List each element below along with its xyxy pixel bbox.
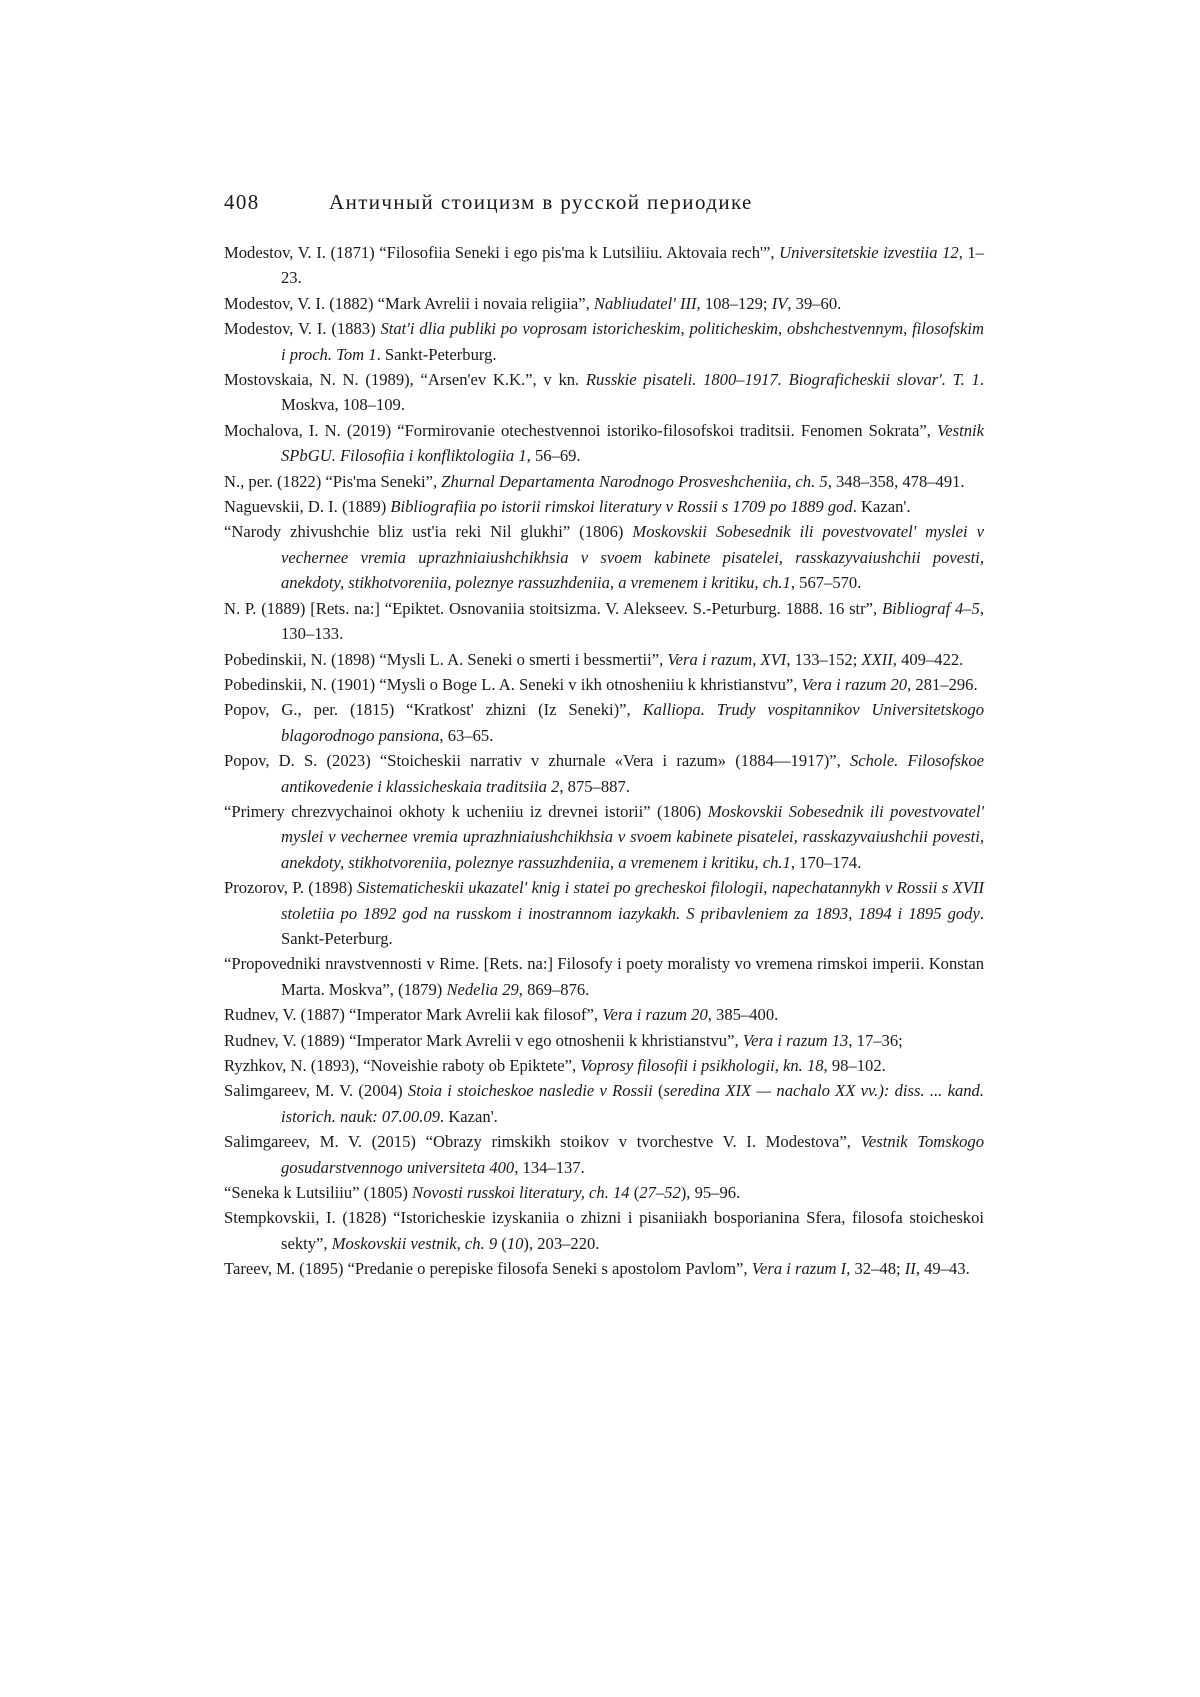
bibliography-entry: Mostovskaia, N. N. (1989), “Arsen'ev K.K.”, v kn. Russkie pisateli. 1800–1917. Biograficheskii slovar'. T. 1. Moskva, 108–109. <box>224 367 984 418</box>
bibliography-entry: Pobedinskii, N. (1898) “Mysli L. A. Seneki o smerti i bessmertii”, Vera i razum, XVI, 133–152; XXII, 409–422. <box>224 647 984 672</box>
bibliography-entry: Tareev, M. (1895) “Predanie o perepiske filosofa Seneki s apostolom Pavlom”, Vera i razum I, 32–48; II, 49–43. <box>224 1256 984 1281</box>
bibliography-entry: Prozorov, P. (1898) Sistematicheskii ukazatel' knig i statei po grecheskoi filologii, napechatannykh v Rossii s XVII stoletiia po 1892 god na russkom i inostrannom iazykakh. S pribavleniem za 1893, 1894 i 1895 gody. Sankt-Peterburg. <box>224 875 984 951</box>
bibliography-entry: Naguevskii, D. I. (1889) Bibliografiia po istorii rimskoi literatury v Rossii s 1709 po 1889 god. Kazan'. <box>224 494 984 519</box>
bibliography-entry: N., per. (1822) “Pis'ma Seneki”, Zhurnal Departamenta Narodnogo Prosveshcheniia, ch. 5, 348–358, 478–491. <box>224 469 984 494</box>
bibliography-entry: Modestov, V. I. (1871) “Filosofiia Seneki i ego pis'ma k Lutsiliiu. Aktovaia rech'”, Universitetskie izvestiia 12, 1–23. <box>224 240 984 291</box>
running-title: Античный стоицизм в русской периодике <box>329 190 753 215</box>
bibliography-entry: Rudnev, V. (1889) “Imperator Mark Avrelii v ego otnoshenii k khristianstvu”, Vera i razum 13, 17–36; <box>224 1028 984 1053</box>
bibliography-entry: Stempkovskii, I. (1828) “Istoricheskie izyskaniia o zhizni i pisaniiakh bosporianina Sfera, filosofa stoicheskoi sekty”, Moskovskii vestnik, ch. 9 (10), 203–220. <box>224 1205 984 1256</box>
bibliography-entry: “Narody zhivushchie bliz ust'ia reki Nil glukhi” (1806) Moskovskii Sobesednik ili povestvovatel' myslei v vechernee vremia uprazhniaiushchikhsia v svoem kabinete pisatelei, rasskazyvaiushchii povesti, anekdoty, stikhotvoreniia, poleznye rassuzhdeniia, a vremenem i kritiku, ch.1, 567–570. <box>224 519 984 595</box>
bibliography-entry: Popov, D. S. (2023) “Stoicheskii narrativ v zhurnale «Vera i razum» (1884—1917)”, Schole. Filosofskoe antikovedenie i klassicheskaia traditsiia 2, 875–887. <box>224 748 984 799</box>
bibliography-entry: Ryzhkov, N. (1893), “Noveishie raboty ob Epiktete”, Voprosy filosofii i psikhologii, kn. 18, 98–102. <box>224 1053 984 1078</box>
bibliography-entry: Mochalova, I. N. (2019) “Formirovanie otechestvennoi istoriko-filosofskoi traditsii. Fenomen Sokrata”, Vestnik SPbGU. Filosofiia i konfliktologiia 1, 56–69. <box>224 418 984 469</box>
bibliography-entry: Modestov, V. I. (1883) Stat'i dlia publiki po voprosam istoricheskim, politicheskim, obshchestvennym, filosofskim i proch. Tom 1. Sankt-Peterburg. <box>224 316 984 367</box>
bibliography-entry: Modestov, V. I. (1882) “Mark Avrelii i novaia religiia”, Nabliudatel' III, 108–129; IV, 39–60. <box>224 291 984 316</box>
bibliography-entry: Salimgareev, M. V. (2004) Stoia i stoicheskoe nasledie v Rossii (seredina XIX — nachalo XX vv.): diss. ... kand. istorich. nauk: 07.00.09. Kazan'. <box>224 1078 984 1129</box>
bibliography-entry: N. P. (1889) [Rets. na:] “Epiktet. Osnovaniia stoitsizma. V. Alekseev. S.-Peturburg. 1888. 16 str”, Bibliograf 4–5, 130–133. <box>224 596 984 647</box>
bibliography-entry: Rudnev, V. (1887) “Imperator Mark Avrelii kak filosof”, Vera i razum 20, 385–400. <box>224 1002 984 1027</box>
bibliography <box>224 240 984 1282</box>
bibliography-entry: “Propovedniki nravstvennosti v Rime. [Rets. na:] Filosofy i poety moralisty vo vremena rimskoi imperii. Konstan Marta. Moskva”, (1879) Nedelia 29, 869–876. <box>224 951 984 1002</box>
bibliography-entry: Salimgareev, M. V. (2015) “Obrazy rimskikh stoikov v tvorchestve V. I. Modestova”, Vestnik Tomskogo gosudarstvennogo universiteta 400, 134–137. <box>224 1129 984 1180</box>
bibliography-entry: “Seneka k Lutsiliiu” (1805) Novosti russkoi literatury, ch. 14 (27–52), 95–96. <box>224 1180 984 1205</box>
bibliography-entry: “Primery chrezvychainoi okhoty k ucheniiu iz drevnei istorii” (1806) Moskovskii Sobesednik ili povestvovatel' myslei v vechernee vremia uprazhniaiushchikhsia v svoem kabinete pisatelei, rasskazyvaiushchii povesti, anekdoty, stikhotvoreniia, poleznye rassuzhdeniia, a vremenem i kritiku, ch.1, 170–174. <box>224 799 984 875</box>
page-header <box>224 190 984 220</box>
bibliography-entry: Pobedinskii, N. (1901) “Mysli o Boge L. A. Seneki v ikh otnosheniiu k khristianstvu”, Vera i razum 20, 281–296. <box>224 672 984 697</box>
page-number: 408 <box>224 190 260 215</box>
bibliography-entry: Popov, G., per. (1815) “Kratkost' zhizni (Iz Seneki)”, Kalliopa. Trudy vospitannikov Universitetskogo blagorodnogo pansiona, 63–65. <box>224 697 984 748</box>
